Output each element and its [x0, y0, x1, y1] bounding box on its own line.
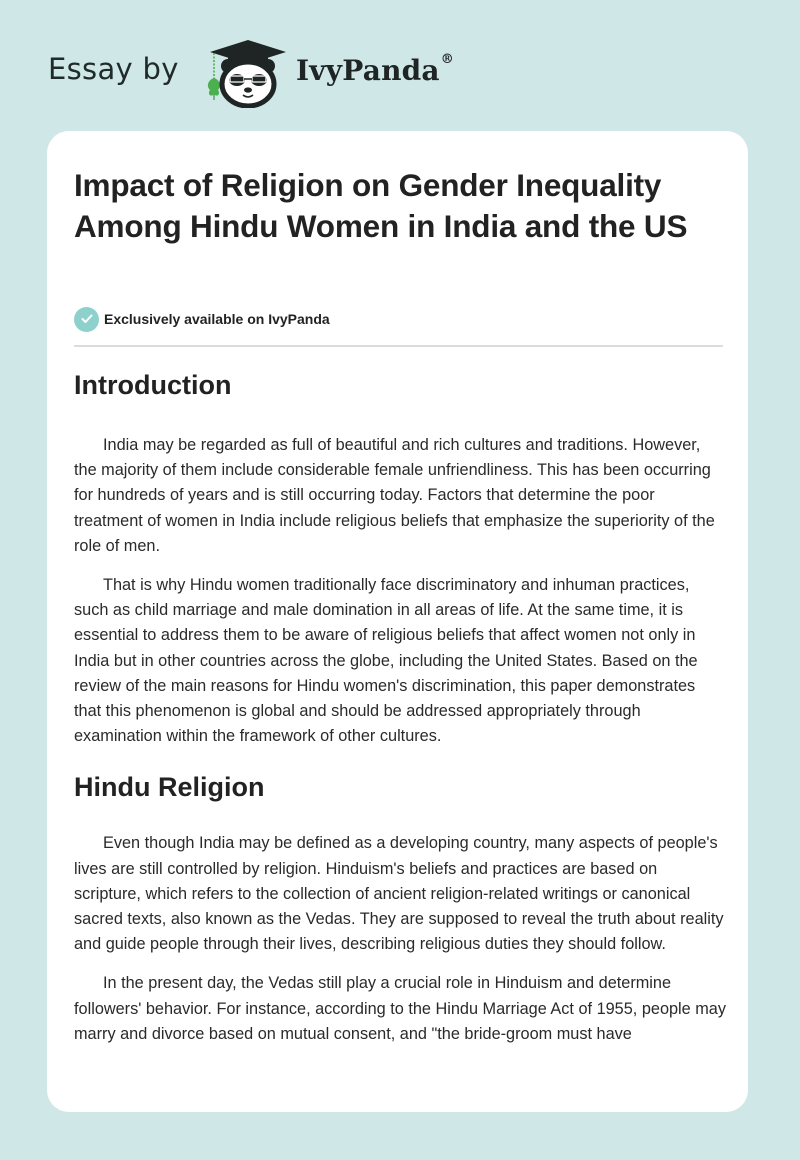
essay-body [74, 363, 726, 1047]
exclusive-badge [74, 306, 330, 332]
badge-text: Exclusively available on IvyPanda [104, 311, 330, 327]
section-heading-hindu-religion: Hindu Religion [74, 772, 265, 803]
paragraph: India may be regarded as full of beautiful and rich cultures and traditions. However, the majority of them include considerable female unfriendliness. This has been occurring for hundreds of years and is still occurring today. Factors that determine the poor treatment of women in India include religious beliefs that emphasize the superiority of the role of men. [74, 436, 715, 555]
site-header [0, 0, 800, 130]
divider [74, 345, 723, 347]
essay-card [47, 131, 748, 1112]
page-title: Impact of Religion on Gender Inequality Among Hindu Women in India and the US [74, 167, 688, 244]
section-heading-introduction: Introduction [74, 370, 232, 400]
paragraph: Even though India may be defined as a developing country, many aspects of people's lives are still controlled by religion. Hinduism's beliefs and practices are based on scripture, which refers to the collection of ancient religion-related writings or canonical sacred texts, also known as the Vedas. They are supposed to reveal the truth about reality and guide people through their lives, describing religious duties they should follow. [74, 834, 724, 954]
registered-mark: ® [440, 52, 454, 67]
brand-name[interactable] [296, 54, 454, 87]
essay-by-label: Essay by [48, 52, 179, 86]
paragraph: That is why Hindu women traditionally face discriminatory and inhuman practices, such as child marriage and male domination in all areas of life. At the same time, it is essential to address them to be aware of religious beliefs that affect women not only in India but in other countries across the globe, including the United States. Based on the review of the main reasons for Hindu women's discrimination, this paper demonstrates that this phenomenon is global and should be addressed appropriately through examination within the framework of other cultures. [74, 576, 698, 746]
brand-label: IvyPanda [296, 54, 440, 87]
paragraph: In the present day, the Vedas still play a crucial role in Hinduism and determine followers' behavior. For instance, according to the Hindu Marriage Act of 1955, people may marry and divorce based on mutual consent, and "the bride-groom must have [74, 974, 727, 1043]
check-circle-icon [74, 307, 99, 332]
panda-graduation-cap-icon[interactable] [202, 36, 294, 108]
